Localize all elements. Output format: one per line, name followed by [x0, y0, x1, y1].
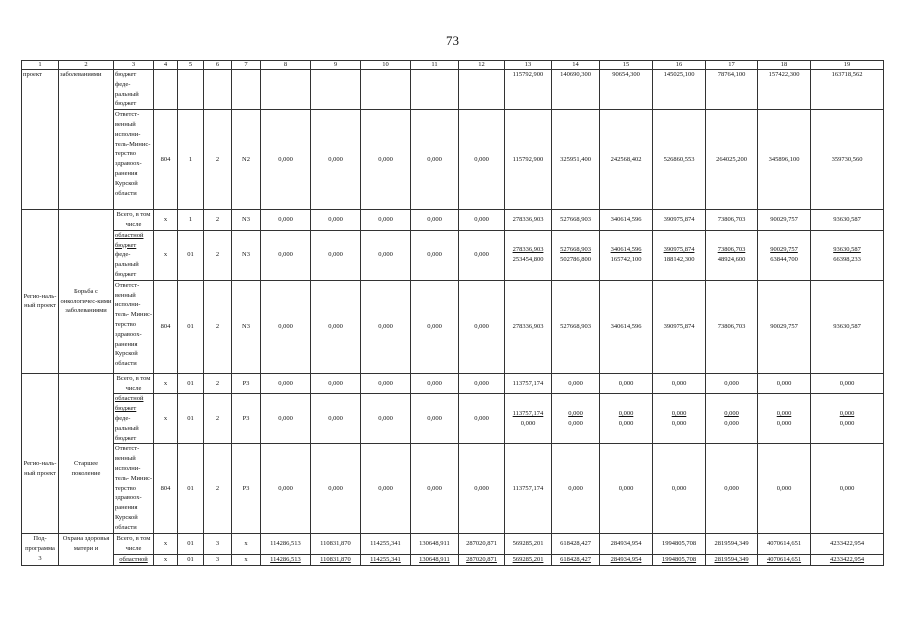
column-number: 6 [204, 61, 232, 70]
table-cell: 0,000 [459, 373, 505, 394]
table-cell: 0,000 [361, 394, 411, 444]
table-cell: 0,000 [411, 444, 459, 534]
table-cell: 278336,903 [505, 280, 552, 373]
table-cell: 804 [154, 444, 178, 534]
value-regional: 340614,596 [610, 246, 642, 254]
table-cell: 157422,300 [758, 70, 811, 110]
table-cell: 242568,402 [600, 110, 653, 210]
column-number: 14 [552, 61, 600, 70]
funding-source-cell [114, 230, 154, 280]
value-regional: 0,000 [671, 410, 687, 418]
funding-source-cell: бюджет феде-ральный бюджет [114, 70, 154, 110]
value-federal: 63844,700 [770, 256, 798, 264]
table-cell: N3 [232, 280, 261, 373]
funding-source-regional: областной бюджет [115, 395, 144, 413]
table-cell [411, 70, 459, 110]
page-number: 73 [446, 33, 459, 48]
table-row [22, 444, 884, 534]
table-cell: 287020,871 [459, 534, 505, 555]
table-cell: 0,000 [411, 230, 459, 280]
table-row [22, 394, 884, 444]
table-cell [811, 230, 884, 280]
table-cell: 0,000 [361, 444, 411, 534]
table-cell: 287020,871 [459, 554, 505, 565]
funding-source-cell: областной [114, 554, 154, 565]
table-cell: 0,000 [600, 444, 653, 534]
table-cell: 0,000 [311, 280, 361, 373]
table-cell: 0,000 [261, 210, 311, 231]
table-cell: 0,000 [361, 230, 411, 280]
table-cell [505, 394, 552, 444]
table-cell: 2 [204, 210, 232, 231]
table-cell: 0,000 [552, 373, 600, 394]
table-cell: 01 [178, 230, 204, 280]
table-cell: 0,000 [411, 394, 459, 444]
table-cell [811, 394, 884, 444]
column-number: 7 [232, 61, 261, 70]
table-cell: 01 [178, 444, 204, 534]
funding-source-cell: Ответст-венный исполни-тель-Минис-терство здравоох-ранения Курской области [114, 110, 154, 210]
table-cell: 0,000 [261, 110, 311, 210]
table-cell: 01 [178, 394, 204, 444]
table-cell: 0,000 [261, 394, 311, 444]
table-cell: 0,000 [600, 373, 653, 394]
table-cell [459, 70, 505, 110]
table-cell: 0,000 [411, 210, 459, 231]
column-number: 17 [706, 61, 758, 70]
table-cell: 0,000 [552, 444, 600, 534]
table-cell [178, 70, 204, 110]
table-cell: x [154, 534, 178, 555]
table-cell [552, 394, 600, 444]
table-cell: 2819594,349 [706, 554, 758, 565]
table-cell: 0,000 [459, 110, 505, 210]
table-cell: 284934,954 [600, 534, 653, 555]
table-cell: 113757,174 [505, 373, 552, 394]
table-cell: 569285,201 [505, 534, 552, 555]
column-number: 10 [361, 61, 411, 70]
value-federal: 0,000 [776, 419, 792, 427]
table-cell: 0,000 [411, 280, 459, 373]
table-cell: 0,000 [361, 210, 411, 231]
value-federal: 0,000 [671, 419, 687, 427]
table-cell: 0,000 [311, 373, 361, 394]
table-row [22, 210, 884, 231]
column-number: 4 [154, 61, 178, 70]
table-cell: 0,000 [758, 373, 811, 394]
table-cell: 01 [178, 280, 204, 373]
table-cell: 113757,174 [505, 444, 552, 534]
funding-source-regional: областной бюджет [115, 231, 144, 249]
value-federal: 66398,233 [833, 256, 861, 264]
table-cell: 345896,100 [758, 110, 811, 210]
table-cell: 527668,903 [552, 280, 600, 373]
table-row [22, 554, 884, 565]
value-federal: 253454,800 [512, 256, 544, 264]
value-regional: 0,000 [618, 410, 634, 418]
table-cell: 618428,427 [552, 534, 600, 555]
table-cell: 526860,553 [653, 110, 706, 210]
value-federal: 0,000 [839, 419, 855, 427]
table-cell: 01 [178, 534, 204, 555]
table-cell: 618428,427 [552, 554, 600, 565]
table-cell: 90029,757 [758, 210, 811, 231]
table-cell: x [154, 373, 178, 394]
table-cell: x [154, 230, 178, 280]
table-cell: 130648,911 [411, 534, 459, 555]
table-cell: 78764,100 [706, 70, 758, 110]
table-cell: 804 [154, 280, 178, 373]
row-type-cell: Регио-наль-ный проект [22, 210, 59, 374]
table-cell: 340614,596 [600, 210, 653, 231]
table-cell: 2819594,349 [706, 534, 758, 555]
table-cell: 527668,903 [552, 210, 600, 231]
table-cell: 110831,870 [311, 534, 361, 555]
value-regional: 93630,587 [833, 246, 861, 254]
value-federal: 0,000 [568, 419, 583, 427]
table-cell: 0,000 [361, 110, 411, 210]
table-cell: P3 [232, 444, 261, 534]
funding-source-cell: Всего, в том числе [114, 210, 154, 231]
table-cell [505, 230, 552, 280]
table-cell: N3 [232, 210, 261, 231]
table-cell: 2 [204, 110, 232, 210]
value-regional: 0,000 [724, 410, 739, 418]
table-cell: P3 [232, 373, 261, 394]
row-type-cell: Регио-наль-ный проект [22, 373, 59, 534]
table-cell [600, 230, 653, 280]
table-row [22, 373, 884, 394]
table-cell: 1 [178, 110, 204, 210]
table-cell: 804 [154, 110, 178, 210]
table-cell: 110831,870 [311, 554, 361, 565]
table-cell: 114255,341 [361, 534, 411, 555]
table-cell: P3 [232, 394, 261, 444]
budget-table [21, 60, 884, 566]
table-cell: 90654,300 [600, 70, 653, 110]
table-row [22, 534, 884, 555]
table-cell: 0,000 [811, 444, 884, 534]
table-cell [653, 230, 706, 280]
table-row [22, 280, 884, 373]
table-cell: 163718,562 [811, 70, 884, 110]
table-cell: 1994805,708 [653, 534, 706, 555]
table-cell: 2 [204, 394, 232, 444]
column-number: 16 [653, 61, 706, 70]
value-federal: 188142,300 [663, 256, 695, 264]
value-regional: 0,000 [776, 410, 792, 418]
table-cell: N2 [232, 110, 261, 210]
table-cell: 340614,596 [600, 280, 653, 373]
row-name-cell: Охрана здоровья матери и [59, 534, 114, 565]
table-cell: 0,000 [261, 444, 311, 534]
table-cell: 2 [204, 444, 232, 534]
column-number: 5 [178, 61, 204, 70]
column-number: 13 [505, 61, 552, 70]
table-cell: 0,000 [311, 394, 361, 444]
column-number: 3 [114, 61, 154, 70]
table-cell: 390975,874 [653, 210, 706, 231]
table-cell: 3 [204, 534, 232, 555]
table-cell: 93630,587 [811, 210, 884, 231]
table-cell: 01 [178, 554, 204, 565]
table-cell: 0,000 [261, 230, 311, 280]
value-federal: 502786,800 [560, 256, 591, 264]
table-cell: 0,000 [706, 373, 758, 394]
value-regional: 73806,703 [717, 246, 746, 254]
value-federal: 48924,600 [717, 256, 746, 264]
table-cell: 0,000 [261, 280, 311, 373]
table-cell: 264025,200 [706, 110, 758, 210]
table-cell [758, 230, 811, 280]
table-cell [653, 394, 706, 444]
table-cell: 0,000 [459, 394, 505, 444]
table-cell [232, 70, 261, 110]
table-cell: 93630,587 [811, 280, 884, 373]
column-number: 1 [22, 61, 59, 70]
funding-source-cell: Ответст-венный исполни-тель- Минис-терство здравоох-ранения Курской области [114, 444, 154, 534]
funding-source-cell [114, 394, 154, 444]
table-cell: 73806,703 [706, 210, 758, 231]
table-cell: 115792,900 [505, 70, 552, 110]
table-cell: 0,000 [706, 444, 758, 534]
table-cell: 0,000 [459, 444, 505, 534]
table-cell: 114286,513 [261, 534, 311, 555]
column-number: 15 [600, 61, 653, 70]
table-cell: 01 [178, 373, 204, 394]
table-cell: 2 [204, 280, 232, 373]
table-cell: 2 [204, 373, 232, 394]
table-cell: N3 [232, 230, 261, 280]
table-cell: 0,000 [459, 280, 505, 373]
table-cell: 0,000 [311, 110, 361, 210]
value-regional: 0,000 [568, 410, 583, 418]
table-cell: 2 [204, 230, 232, 280]
row-type-cell: Под-программа 3 [22, 534, 59, 565]
table-cell: 114286,513 [261, 554, 311, 565]
row-name-cell: Борьба с онкологичес-кими заболеваниями [59, 210, 114, 374]
value-federal: 0,000 [724, 419, 739, 427]
table-cell: 1 [178, 210, 204, 231]
table-cell [706, 230, 758, 280]
table-cell: 0,000 [361, 373, 411, 394]
column-number: 8 [261, 61, 311, 70]
table-cell: 0,000 [653, 444, 706, 534]
funding-source-cell: Ответст-венный исполни-тель- Минис-терство здравоох-ранения Курской области [114, 280, 154, 373]
table-cell: 130648,911 [411, 554, 459, 565]
value-regional: 390975,874 [663, 246, 695, 254]
table-cell [361, 70, 411, 110]
table-cell: 114255,341 [361, 554, 411, 565]
table-cell: 4070614,651 [758, 534, 811, 555]
table-cell: 0,000 [459, 210, 505, 231]
table-cell: 0,000 [361, 280, 411, 373]
table-row [22, 70, 884, 110]
table-cell [204, 70, 232, 110]
table-cell: 3 [204, 554, 232, 565]
table-cell: 390975,874 [653, 280, 706, 373]
table-cell: x [154, 554, 178, 565]
table-cell: 140690,300 [552, 70, 600, 110]
table-cell: 4070614,651 [758, 554, 811, 565]
table-cell: x [154, 394, 178, 444]
table-cell [311, 70, 361, 110]
table-cell: 0,000 [411, 110, 459, 210]
column-number: 9 [311, 61, 361, 70]
table-cell: 325951,400 [552, 110, 600, 210]
row-name-cell: заболеваниями [59, 70, 114, 210]
value-federal: 165742,100 [610, 256, 642, 264]
value-regional: 90029,757 [770, 246, 798, 254]
value-regional: 0,000 [839, 410, 855, 418]
table-cell: 278336,903 [505, 210, 552, 231]
funding-source-federal: феде-ральный бюджет [115, 251, 139, 278]
column-number: 12 [459, 61, 505, 70]
table-cell: 73806,703 [706, 280, 758, 373]
table-cell: 4233422,954 [811, 554, 884, 565]
table-cell: 145025,100 [653, 70, 706, 110]
table-cell: 0,000 [311, 230, 361, 280]
table-cell: 359730,560 [811, 110, 884, 210]
column-number: 19 [811, 61, 884, 70]
table-cell: 1994805,708 [653, 554, 706, 565]
table-cell: 0,000 [411, 373, 459, 394]
table-cell: 0,000 [653, 373, 706, 394]
value-federal: 0,000 [618, 419, 634, 427]
funding-source-cell: Всего, в том числе [114, 534, 154, 555]
table-row [22, 110, 884, 210]
value-regional: 527668,903 [560, 246, 591, 254]
table-cell: 569285,201 [505, 554, 552, 565]
table-cell [758, 394, 811, 444]
table-cell: x [154, 210, 178, 231]
table-cell: 0,000 [261, 373, 311, 394]
column-number-row [22, 61, 884, 70]
funding-source-cell: Всего, в том числе [114, 373, 154, 394]
value-federal: 0,000 [520, 419, 536, 427]
column-number: 11 [411, 61, 459, 70]
row-name-cell: Старшее поколение [59, 373, 114, 534]
table-cell: 90029,757 [758, 280, 811, 373]
table-cell [552, 230, 600, 280]
table-cell: x [232, 554, 261, 565]
table-cell: 0,000 [311, 210, 361, 231]
table-cell: 0,000 [758, 444, 811, 534]
row-type-cell: проект [22, 70, 59, 210]
column-number: 2 [59, 61, 114, 70]
table-cell [261, 70, 311, 110]
table-cell [600, 394, 653, 444]
table-cell: 0,000 [459, 230, 505, 280]
table-cell [154, 70, 178, 110]
table-row [22, 230, 884, 280]
table-cell: 0,000 [311, 444, 361, 534]
table-cell: 4233422,954 [811, 534, 884, 555]
table-cell: x [232, 534, 261, 555]
table-cell: 284934,954 [600, 554, 653, 565]
table-cell [706, 394, 758, 444]
funding-source-federal: феде-ральный бюджет [115, 414, 139, 442]
table-cell: 0,000 [811, 373, 884, 394]
value-regional: 113757,174 [512, 410, 544, 418]
column-number: 18 [758, 61, 811, 70]
table-cell: 115792,900 [505, 110, 552, 210]
value-regional: 278336,903 [512, 246, 544, 254]
